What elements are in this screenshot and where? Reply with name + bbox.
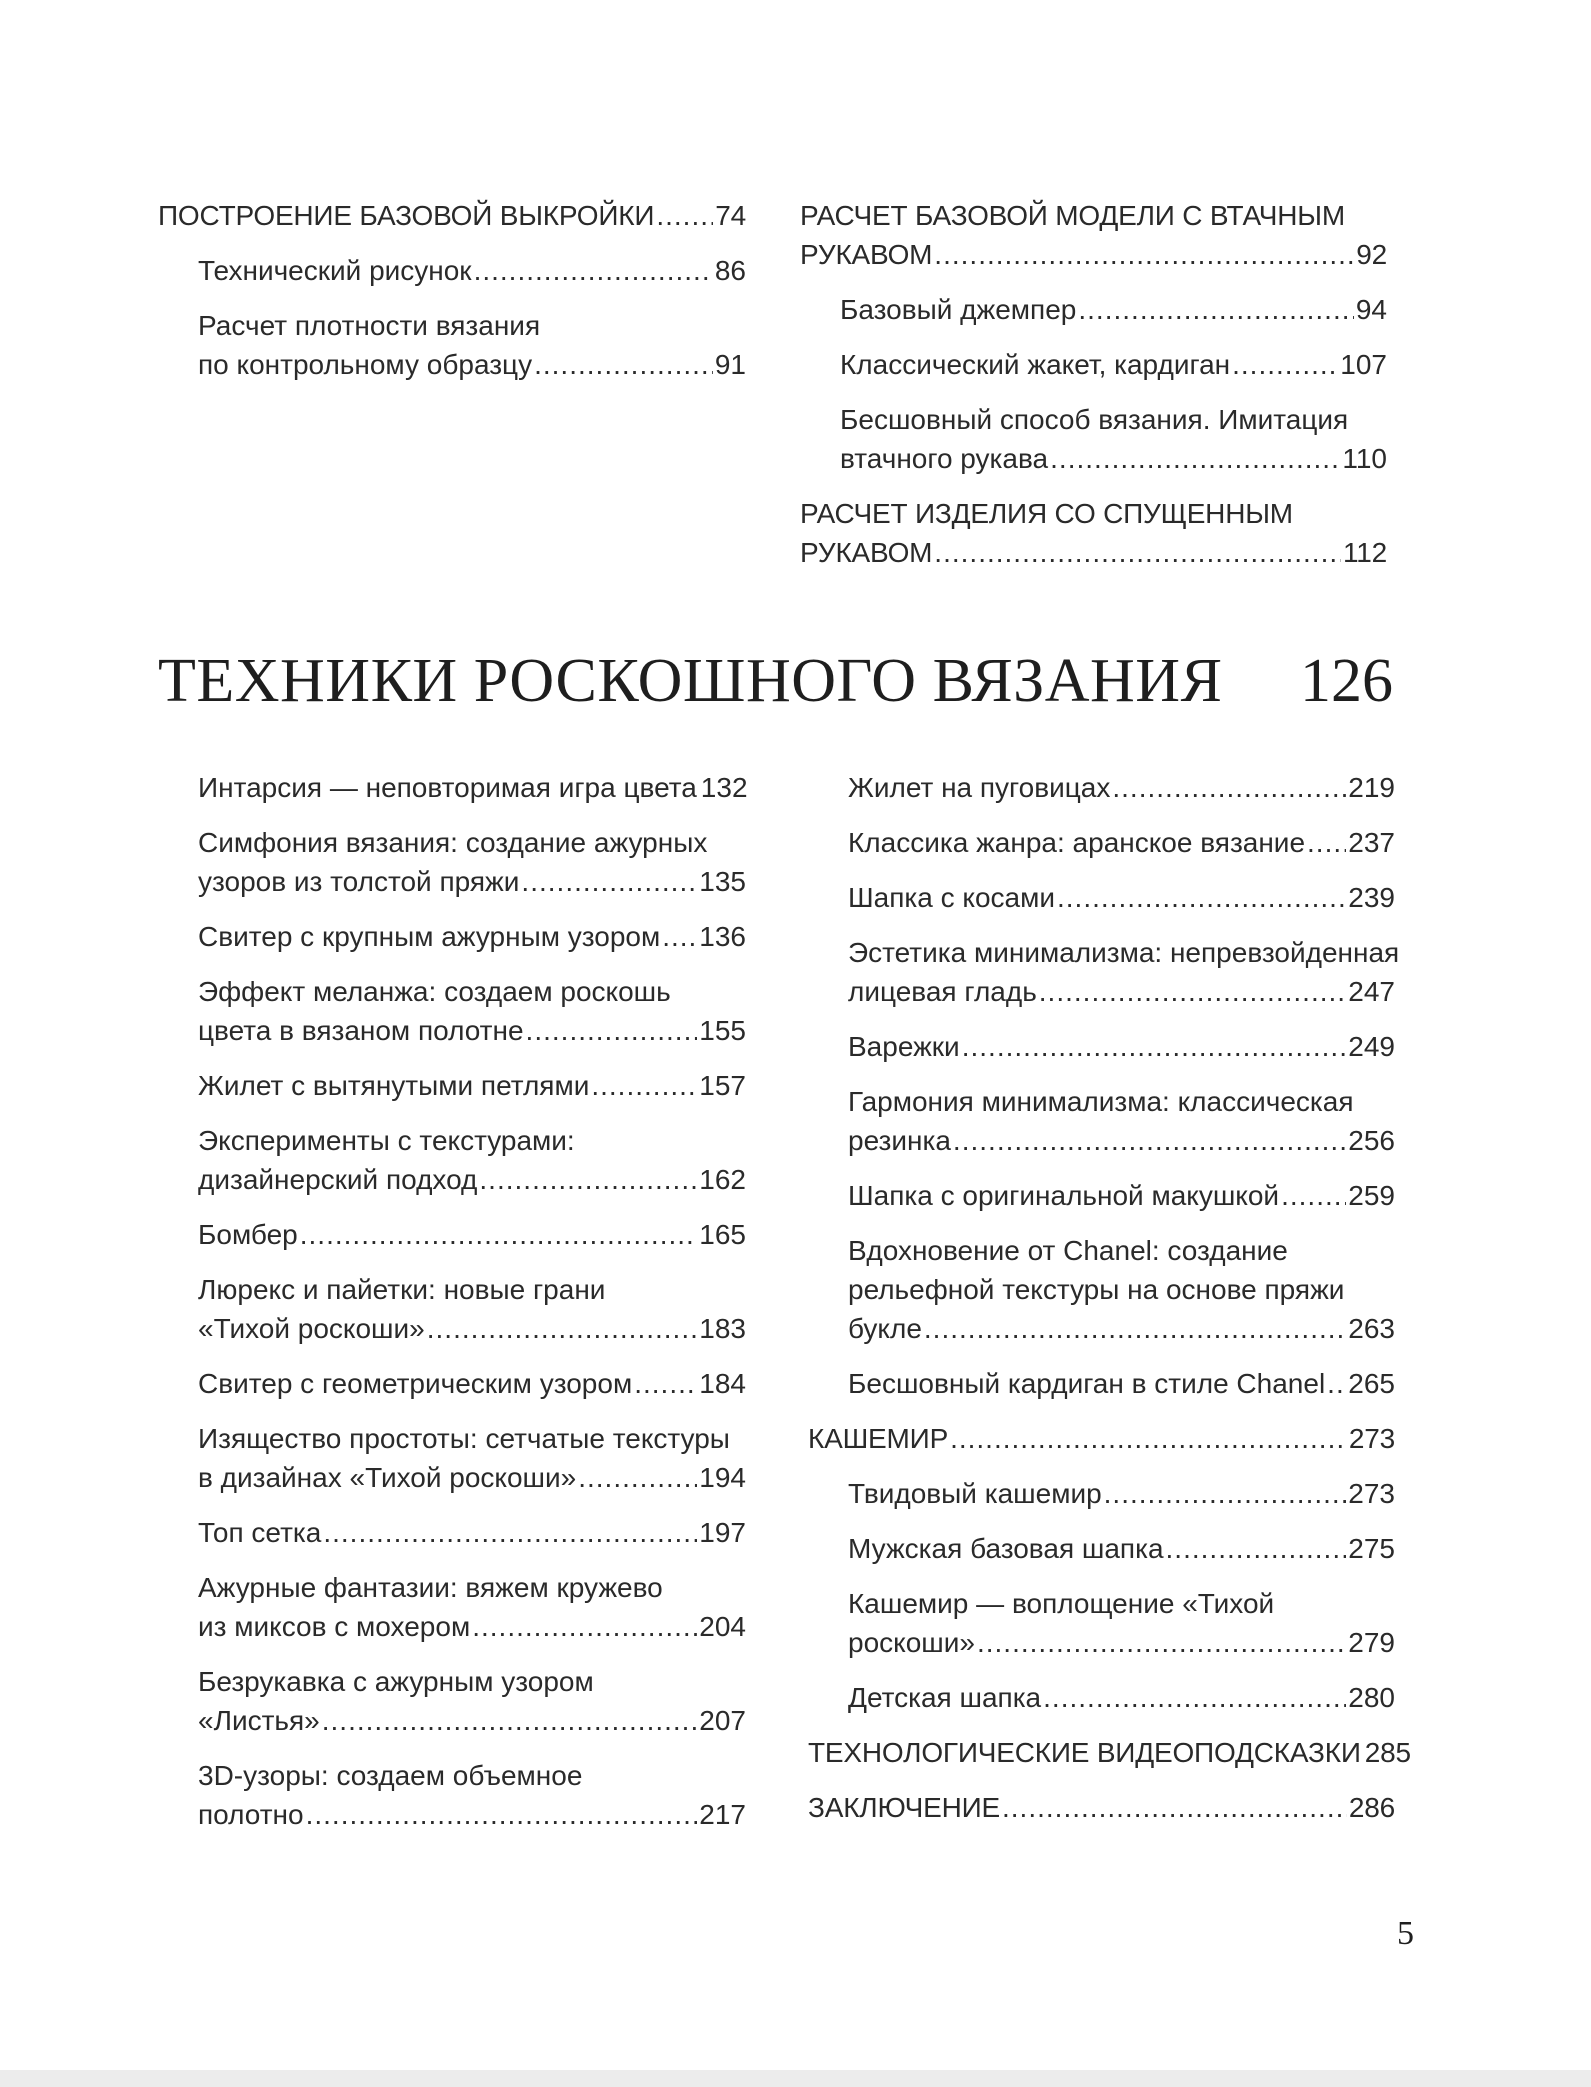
toc-entry-title: Базовый джемпер [840, 294, 1077, 325]
dot-leader [662, 917, 697, 956]
toc-entry-title: «Тихой роскоши» [198, 1313, 425, 1344]
toc-entry-page: 286 [1348, 1792, 1395, 1823]
toc-entry-title: полотно [198, 1799, 304, 1830]
toc-entry-final-line [198, 1066, 746, 1105]
toc-entry-title: Мужская базовая шапка [848, 1533, 1164, 1564]
toc-entry-page: 273 [1348, 1478, 1395, 1509]
toc-subentry [848, 1176, 1395, 1215]
toc-entry-page: 155 [699, 1015, 746, 1046]
toc-entry-title: Классика жанра: аранское вязание [848, 827, 1306, 858]
toc-subentry [840, 345, 1387, 384]
toc-entry-final-line [808, 1788, 1395, 1827]
toc-entry-page: 259 [1348, 1180, 1395, 1211]
toc-entry-title: Шапка с оригинальной макушкой [848, 1180, 1280, 1211]
toc-entry-line: Расчет плотности вязания [198, 310, 541, 341]
toc-entry-line: Изящество простоты: сетчатые текстуры [198, 1423, 730, 1454]
toc-entry-line: 3D-узоры: создаем объемное [198, 1760, 583, 1791]
toc-entry-page: 136 [699, 921, 746, 952]
toc-entry-final-line [198, 1215, 746, 1254]
toc-subentry [198, 1066, 746, 1105]
toc-subentry [848, 1584, 1395, 1662]
toc-entry-final-line [198, 1795, 746, 1834]
dot-leader [953, 1121, 1346, 1160]
toc-subentry [848, 1082, 1395, 1160]
toc-entry-title: Топ сетка [198, 1517, 322, 1548]
dot-leader [634, 1364, 697, 1403]
toc-subentry [198, 306, 746, 384]
toc-entry-final-line [848, 1529, 1395, 1568]
toc-entry-final-line [840, 290, 1387, 329]
toc-entry-page: 92 [1356, 239, 1387, 270]
toc-top-left-column [158, 196, 746, 400]
toc-entry-page: 157 [699, 1070, 746, 1101]
dot-leader [472, 1607, 697, 1646]
toc-entry-title: Классический жакет, кардиган [840, 349, 1231, 380]
toc-subentry [198, 1215, 746, 1254]
dot-leader [1104, 1474, 1347, 1513]
toc-entry-final-line [198, 1458, 746, 1497]
toc-subentry [840, 400, 1387, 478]
dot-leader [924, 1309, 1346, 1348]
dot-leader [656, 196, 713, 235]
toc-entry-page: 237 [1348, 827, 1395, 858]
toc-subentry [840, 290, 1387, 329]
dot-leader [1307, 823, 1346, 862]
toc-entry-title: РУКАВОМ [800, 537, 933, 568]
dot-leader [977, 1623, 1346, 1662]
toc-entry-page: 204 [699, 1611, 746, 1642]
dot-leader [1112, 768, 1346, 807]
toc-entry-title: втачного рукава [840, 443, 1049, 474]
toc-entry-final-line [198, 1513, 746, 1552]
dot-leader [962, 1027, 1347, 1066]
dot-leader [1002, 1788, 1347, 1827]
toc-entry-page: 239 [1348, 882, 1395, 913]
toc-subentry [848, 768, 1395, 807]
toc-entry-page: 135 [699, 866, 746, 897]
toc-entry-final-line [198, 768, 746, 807]
dot-leader [526, 1011, 698, 1050]
toc-entry-page: 247 [1348, 976, 1395, 1007]
dot-leader [1043, 1678, 1346, 1717]
toc-entry-title: резинка [848, 1125, 951, 1156]
toc-entry-final-line [198, 1309, 746, 1348]
toc-entry-final-line [198, 251, 746, 290]
toc-entry-final-line [840, 439, 1387, 478]
toc-entry-final-line [848, 1176, 1395, 1215]
toc-entry-final-line [840, 345, 1387, 384]
toc-subentry [198, 1121, 746, 1199]
toc-entry-line: Кашемир — воплощение «Тихой [848, 1588, 1275, 1619]
toc-subentry [198, 251, 746, 290]
section-page-number: 126 [1300, 647, 1393, 715]
toc-subentry [198, 768, 746, 807]
dot-leader [427, 1309, 698, 1348]
toc-chapter-entry [800, 196, 1387, 274]
toc-entry-title: Жилет с вытянутыми петлями [198, 1070, 590, 1101]
toc-entry-page: 107 [1340, 349, 1387, 380]
toc-entry-final-line [158, 196, 746, 235]
dot-leader [479, 1160, 697, 1199]
toc-subentry [198, 1513, 746, 1552]
toc-entry-line: Эстетика минимализма: непревзойденная [848, 937, 1400, 968]
toc-entry-final-line [808, 1419, 1395, 1458]
toc-entry-line: Симфония вязания: создание ажурных [198, 827, 708, 858]
toc-entry-final-line [848, 823, 1395, 862]
toc-entry-title: лицевая гладь [848, 976, 1037, 1007]
toc-entry-page: 217 [699, 1799, 746, 1830]
toc-entry-page: 112 [1342, 537, 1387, 568]
toc-entry-title: ЗАКЛЮЧЕНИЕ [808, 1792, 1000, 1823]
toc-entry-page: 162 [699, 1164, 746, 1195]
toc-entry-final-line [198, 1607, 746, 1646]
dot-leader [1281, 1176, 1346, 1215]
section-title: ТЕХНИКИ РОСКОШНОГО ВЯЗАНИЯ [158, 647, 1223, 715]
toc-entry-final-line [848, 1364, 1395, 1403]
page-number: 5 [1397, 1915, 1414, 1952]
toc-entry-line: Гармония минимализма: классическая [848, 1086, 1354, 1117]
toc-entry-title: КАШЕМИР [808, 1423, 949, 1454]
toc-entry-final-line [800, 533, 1387, 572]
toc-entry-line: Вдохновение от Chanel: создание [848, 1235, 1288, 1266]
toc-entry-page: 275 [1348, 1533, 1395, 1564]
toc-entry-page: 165 [699, 1219, 746, 1250]
toc-entry-title: по контрольному образцу [198, 349, 533, 380]
toc-bottom-left-column [158, 768, 746, 1850]
toc-entry-final-line [848, 972, 1395, 1011]
toc-entry-page: 86 [714, 255, 746, 286]
dot-leader [950, 1419, 1347, 1458]
toc-entry-title: ПОСТРОЕНИЕ БАЗОВОЙ ВЫКРОЙКИ [158, 200, 655, 231]
toc-entry-title: Варежки [848, 1031, 960, 1062]
toc-entry-title: букле [848, 1313, 922, 1344]
toc-bottom-right-column [808, 768, 1411, 1843]
toc-entry-page: 280 [1348, 1682, 1395, 1713]
dot-leader [1078, 290, 1353, 329]
dot-leader [306, 1795, 698, 1834]
toc-entry-page: 207 [699, 1705, 746, 1736]
toc-entry-page: 285 [1364, 1737, 1411, 1768]
dot-leader [474, 251, 713, 290]
toc-entry-title: роскоши» [848, 1627, 975, 1658]
toc-entry-title: Бесшовный кардиган в стиле Chanel [848, 1368, 1326, 1399]
dot-leader [322, 1701, 698, 1740]
toc-entry-final-line [198, 1364, 746, 1403]
toc-entry-title: Детская шапка [848, 1682, 1042, 1713]
toc-entry-final-line [848, 878, 1395, 917]
toc-entry-line: Ажурные фантазии: вяжем кружево [198, 1572, 663, 1603]
toc-entry-title: Бомбер [198, 1219, 298, 1250]
dot-leader [300, 1215, 698, 1254]
toc-entry-title: Твидовый кашемир [848, 1478, 1102, 1509]
toc-entry-line: рельефной текстуры на основе пряжи [848, 1274, 1345, 1305]
toc-entry-final-line [848, 1623, 1395, 1662]
dot-leader [1166, 1529, 1347, 1568]
toc-entry-final-line [848, 1474, 1395, 1513]
toc-entry-title: Технический рисунок [198, 255, 472, 286]
toc-subentry [198, 1756, 746, 1834]
toc-entry-final-line [198, 1011, 746, 1050]
toc-chapter-entry [808, 1788, 1395, 1827]
toc-chapter-entry [800, 494, 1387, 572]
toc-entry-line: РАСЧЕТ ИЗДЕЛИЯ СО СПУЩЕННЫМ [800, 498, 1293, 529]
toc-entry-final-line [848, 1027, 1395, 1066]
toc-entry-line: Эксперименты с текстурами: [198, 1125, 575, 1156]
toc-entry-line: Эффект меланжа: создаем роскошь [198, 976, 671, 1007]
toc-entry-final-line [800, 235, 1387, 274]
toc-subentry [198, 1270, 746, 1348]
toc-entry-final-line [848, 768, 1395, 807]
dot-leader [1057, 878, 1346, 917]
toc-entry-page: 273 [1348, 1423, 1395, 1454]
toc-entry-page: 263 [1348, 1313, 1395, 1344]
toc-entry-page: 265 [1348, 1368, 1395, 1399]
toc-entry-final-line [198, 1701, 746, 1740]
toc-chapter-entry [158, 196, 746, 235]
toc-entry-final-line [808, 1733, 1411, 1772]
toc-entry-line: Люрекс и пайетки: новые грани [198, 1274, 606, 1305]
toc-subentry [848, 1474, 1395, 1513]
toc-entry-title: «Листья» [198, 1705, 320, 1736]
toc-entry-title: ТЕХНОЛОГИЧЕСКИЕ ВИДЕОПОДСКАЗКИ [808, 1737, 1361, 1768]
toc-subentry [198, 972, 746, 1050]
toc-subentry [848, 933, 1400, 1011]
toc-subentry [848, 823, 1395, 862]
toc-entry-final-line [198, 345, 746, 384]
toc-subentry [198, 917, 746, 956]
toc-subentry [848, 1027, 1395, 1066]
scan-edge-bar [0, 2070, 1591, 2087]
toc-entry-final-line [848, 1309, 1395, 1348]
toc-entry-line: РАСЧЕТ БАЗОВОЙ МОДЕЛИ С ВТАЧНЫМ [800, 200, 1345, 231]
toc-subentry [848, 1678, 1395, 1717]
toc-entry-page: 219 [1348, 772, 1395, 803]
dot-leader [934, 533, 1341, 572]
toc-entry-final-line [198, 917, 746, 956]
toc-chapter-entry [808, 1419, 1395, 1458]
toc-entry-page: 91 [714, 349, 746, 380]
dot-leader [578, 1458, 697, 1497]
toc-entry-page: 194 [699, 1462, 746, 1493]
dot-leader [1039, 972, 1347, 1011]
toc-subentry [848, 1231, 1395, 1348]
toc-entry-title: Шапка с косами [848, 882, 1055, 913]
toc-subentry [198, 1568, 746, 1646]
toc-entry-title: РУКАВОМ [800, 239, 933, 270]
toc-entry-page: 249 [1348, 1031, 1395, 1062]
toc-chapter-entry [808, 1733, 1411, 1772]
toc-entry-final-line [198, 1160, 746, 1199]
dot-leader [591, 1066, 697, 1105]
toc-subentry [198, 823, 746, 901]
dot-leader [1232, 345, 1338, 384]
toc-entry-page: 184 [699, 1368, 746, 1399]
toc-entry-title: Жилет на пуговицах [848, 772, 1111, 803]
dot-leader [1050, 439, 1340, 478]
toc-entry-title: узоров из толстой пряжи [198, 866, 520, 897]
toc-entry-line: Бесшовный способ вязания. Имитация [840, 404, 1349, 435]
toc-entry-final-line [848, 1121, 1395, 1160]
toc-entry-final-line [198, 862, 746, 901]
toc-entry-page: 132 [700, 772, 748, 803]
toc-entry-title: цвета в вязаном полотне [198, 1015, 524, 1046]
toc-subentry [198, 1662, 746, 1740]
toc-top-right-column [800, 196, 1387, 588]
toc-entry-page: 183 [699, 1313, 746, 1344]
toc-entry-title: в дизайнах «Тихой роскоши» [198, 1462, 577, 1493]
toc-entry-page: 197 [699, 1517, 746, 1548]
toc-entry-title: Свитер с геометрическим узором [198, 1368, 633, 1399]
toc-subentry [848, 878, 1395, 917]
toc-entry-page: 110 [1342, 443, 1387, 474]
toc-entry-title: из миксов с мохером [198, 1611, 471, 1642]
toc-entry-title: Интарсия — неповторимая игра цвета [198, 772, 697, 803]
toc-entry-final-line [848, 1678, 1395, 1717]
dot-leader [521, 862, 697, 901]
toc-entry-page: 256 [1348, 1125, 1395, 1156]
toc-subentry [848, 1364, 1395, 1403]
toc-entry-page: 279 [1348, 1627, 1395, 1658]
toc-entry-title: Свитер с крупным ажурным узором [198, 921, 661, 952]
dot-leader [934, 235, 1354, 274]
toc-subentry [848, 1529, 1395, 1568]
dot-leader [323, 1513, 697, 1552]
toc-entry-title: дизайнерский подход [198, 1164, 478, 1195]
dot-leader [1327, 1364, 1346, 1403]
toc-subentry [198, 1364, 746, 1403]
toc-subentry [198, 1419, 746, 1497]
toc-entry-page: 94 [1355, 294, 1387, 325]
dot-leader [534, 345, 713, 384]
toc-entry-line: Безрукавка с ажурным узором [198, 1666, 594, 1697]
toc-entry-page: 74 [715, 200, 746, 231]
